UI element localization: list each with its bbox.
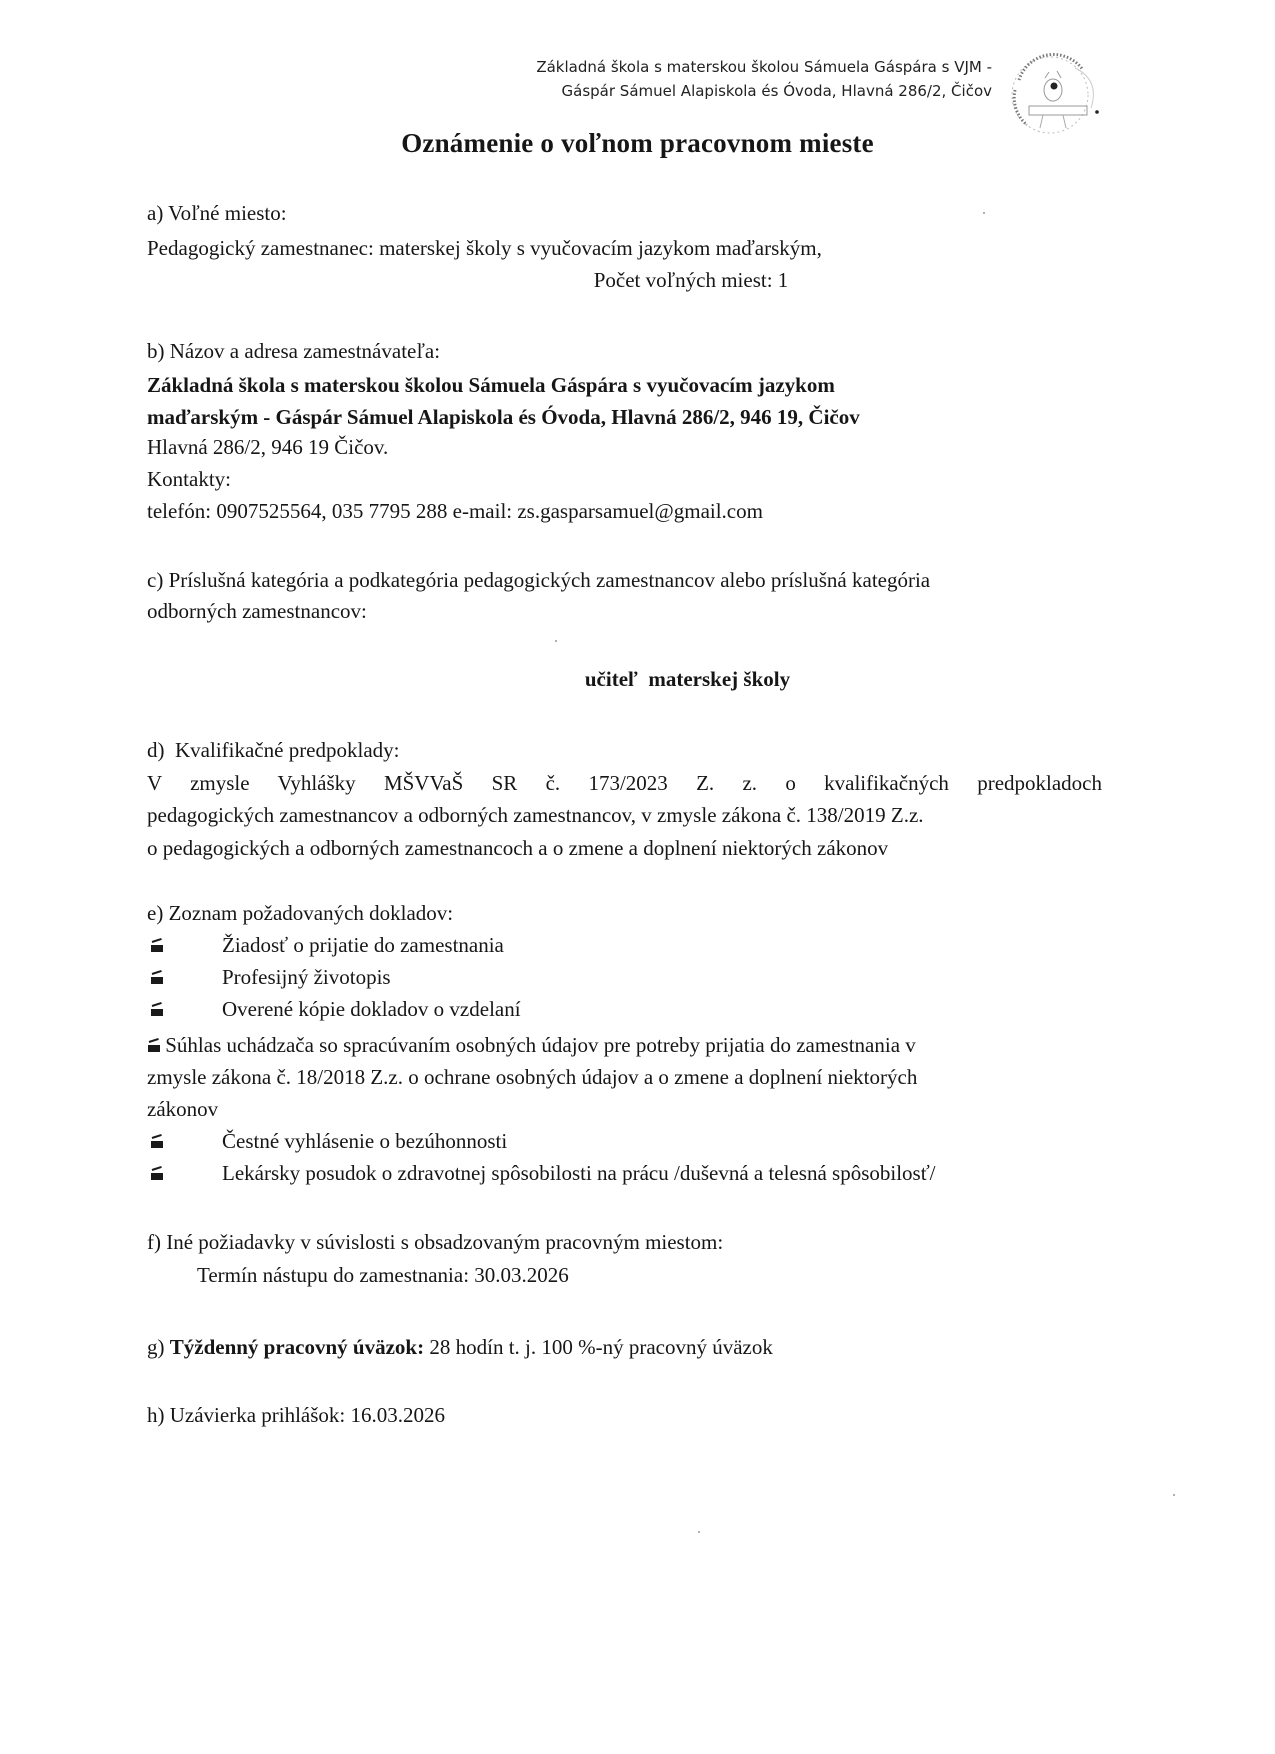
bullet-icon xyxy=(151,941,163,952)
employer-name-line-1: Základná škola s materskou školou Sámuela Gáspára s vyučovacím jazykom xyxy=(147,373,835,397)
letterhead-line-1: Základná škola s materskou školou Sámuela Gáspára s VJM - xyxy=(536,58,992,76)
section-a-position: Pedagogický zamestnanec: materskej školy s vyučovacím jazykom maďarským, xyxy=(147,236,822,260)
scan-speck xyxy=(1173,1494,1175,1496)
document-list-item: Žiadosť o prijatie do zamestnania xyxy=(151,930,163,960)
document-list-item: Overené kópie dokladov o vzdelaní xyxy=(151,994,163,1024)
section-d-heading: d) Kvalifikačné predpoklady: xyxy=(147,738,400,762)
employer-address: Hlavná 286/2, 946 19 Čičov. xyxy=(147,435,389,459)
scan-speck xyxy=(555,640,557,642)
section-a-heading: a) Voľné miesto: xyxy=(147,201,287,225)
bullet-icon xyxy=(151,1137,163,1148)
letterhead-line-2: Gáspár Sámuel Alapiskola és Óvoda, Hlavná 286/2, Čičov xyxy=(561,82,992,100)
contacts-label: Kontakty: xyxy=(147,467,231,491)
document-list-item: Lekársky posudok o zdravotnej spôsobilosti na prácu /duševná a telesná spôsobilosť/ xyxy=(151,1158,163,1188)
document-list-item: Čestné vyhlásenie o bezúhonnosti xyxy=(151,1126,163,1156)
bullet-icon xyxy=(151,973,163,984)
consent-item: Súhlas uchádzača so spracúvaním osobných údajov pre potreby prijatia do zamestnania v xyxy=(148,1030,916,1060)
weekly-workload-value: 28 hodín t. j. 100 %-ný pracovný úväzok xyxy=(424,1335,773,1359)
bullet-icon xyxy=(151,1169,163,1180)
bullet-icon xyxy=(148,1041,160,1052)
consent-line-2: zmysle zákona č. 18/2018 Z.z. o ochrane osobných údajov a o zmene a doplnení niektorých xyxy=(147,1065,918,1089)
section-a-count: Počet voľných miest: 1 xyxy=(593,268,789,292)
page-title: Oznámenie o voľnom pracovnom mieste xyxy=(401,128,874,158)
weekly-workload-label: Týždenný pracovný úväzok: xyxy=(169,1335,425,1359)
bullet-icon xyxy=(151,1005,163,1016)
section-f-heading: f) Iné požiadavky v súvislosti s obsadzovaným pracovným miestom: xyxy=(147,1230,724,1254)
contacts-details: telefón: 0907525564, 035 7795 288 e-mail: zs.gasparsamuel@gmail.com xyxy=(147,499,763,523)
document-list-item: Profesijný životopis xyxy=(151,962,163,992)
qualification-line-3: o pedagogických a odborných zamestnancoch a o zmene a doplnení niektorých zákonov xyxy=(147,836,889,860)
job-category: učiteľ materskej školy xyxy=(584,667,791,691)
letterhead xyxy=(536,55,992,103)
section-c-heading-line-2: odborných zamestnancov: xyxy=(147,599,367,623)
consent-line-3: zákonov xyxy=(147,1097,219,1121)
section-b-heading: b) Názov a adresa zamestnávateľa: xyxy=(147,339,441,363)
qualification-line-1: V zmysle Vyhlášky MŠVVaŠ SR č. 173/2023 Z. z. o kvalifikačných predpokladoch xyxy=(147,771,1102,795)
application-deadline: h) Uzávierka prihlášok: 16.03.2026 xyxy=(147,1403,446,1427)
scan-speck xyxy=(983,212,985,214)
section-e-heading: e) Zoznam požadovaných dokladov: xyxy=(147,901,454,925)
start-date: Termín nástupu do zamestnania: 30.03.2026 xyxy=(197,1263,569,1287)
weekly-workload: g) Týždenný pracovný úväzok: 28 hodín t. j. 100 %-ný pracovný úväzok xyxy=(147,1335,773,1359)
section-c-heading-line-1: c) Príslušná kategória a podkategória pedagogických zamestnancov alebo príslušná kategória xyxy=(147,568,931,592)
school-seal-logo-icon xyxy=(1005,50,1105,140)
qualification-line-2: pedagogických zamestnancov a odborných zamestnancov, v zmysle zákona č. 138/2019 Z.z. xyxy=(147,803,924,827)
employer-name-line-2: maďarským - Gáspár Sámuel Alapiskola és Óvoda, Hlavná 286/2, 946 19, Čičov xyxy=(147,405,860,429)
scan-speck xyxy=(698,1531,700,1533)
